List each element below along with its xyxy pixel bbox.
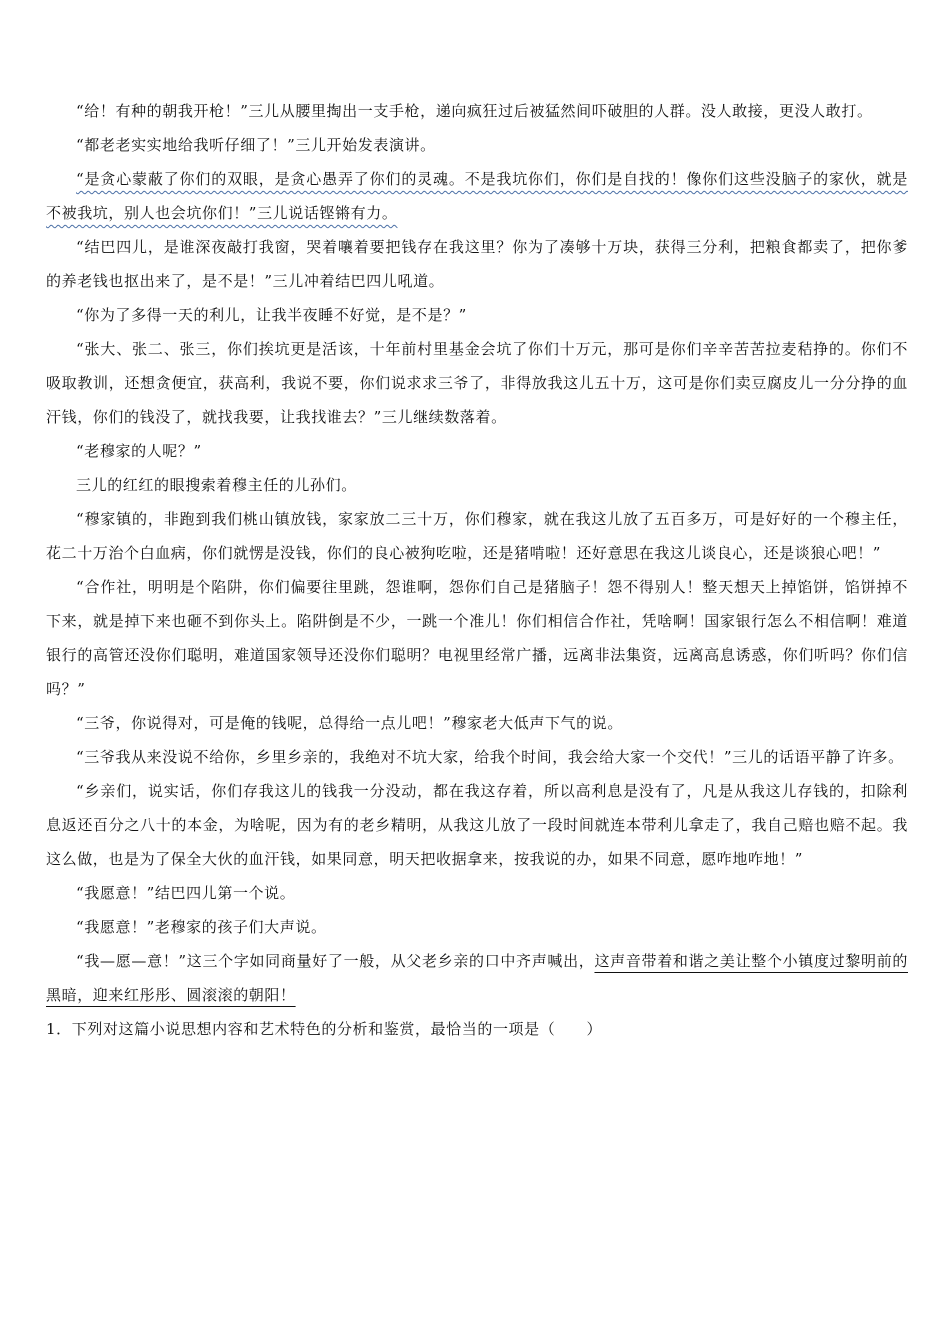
paragraph-15: “我愿意！”老穆家的孩子们大声说。 xyxy=(76,918,327,936)
paragraph-1: “给！有种的朝我开枪！”三儿从腰里掏出一支手枪，递向疯狂过后被猛然间吓破胆的人群。没人敢接，更没人敢打。 xyxy=(76,102,873,120)
paragraph-16 xyxy=(46,944,908,1012)
paragraph-12: “三爷我从来没说不给你，乡里乡亲的，我绝对不坑大家，给我个时间，我会给大家一个交代！”三儿的话语平静了许多。 xyxy=(76,748,904,766)
paragraph-9: “穆家镇的，非跑到我们桃山镇放钱，家家放二三十万，你们穆家，就在我这儿放了五百多万，可是好好的一个穆主任，花二十万治个白血病，你们就愣是没钱，你们的良心被狗吃啦，还是猪啃啦！还好意思在我这儿谈良心，还是谈狼心吧！” xyxy=(46,510,908,562)
question-1: 1．下列对这篇小说思想内容和艺术特色的分析和鉴赏，最恰当的一项是（ ） xyxy=(46,1020,603,1038)
paragraph-8: 三儿的红红的眼搜索着穆主任的儿孙们。 xyxy=(76,476,357,494)
paragraph-3-wavy-underlined xyxy=(46,162,908,230)
paragraph-13: “乡亲们，说实话，你们存我这儿的钱我一分没动，都在我这存着，所以高利息是没有了，凡是从我这儿存钱的，扣除利息返还百分之八十的本金，为啥呢，因为有的老乡精明，从我这儿放了一段时间就连本带利儿拿走了，我自己赔也赔不起。我这么做，也是为了保全大伙的血汗钱，如果同意，明天把收据拿来，按我说的办，如果不同意，愿咋地咋地！” xyxy=(46,782,908,868)
paragraph-7: “老穆家的人呢？” xyxy=(76,442,202,460)
underlined-text: 这声音带着和谐之美让整个小镇度过黎明前的黑暗，迎来红彤彤、圆滚滚的朝阳！ xyxy=(46,952,908,1004)
wavy-underlined-text: “是贪心蒙蔽了你们的双眼，是贪心愚弄了你们的灵魂。不是我坑你们，你们是自找的！像你们这些没脑子的家伙，就是不被我坑，别人也会坑你们！”三儿说话铿锵有力。 xyxy=(46,170,908,222)
paragraph-2: “都老老实实地给我听仔细了！”三儿开始发表演讲。 xyxy=(76,136,436,154)
paragraph-6: “张大、张二、张三，你们挨坑更是活该，十年前村里基金会坑了你们十万元，那可是你们辛辛苦苦拉麦秸挣的。你们不吸取教训，还想贪便宜，获高利，我说不要，你们说求求三爷了，非得放我这儿五十万，这可是你们卖豆腐皮儿一分分挣的血汗钱，你们的钱没了，就找我要，让我找谁去？”三儿继续数落着。 xyxy=(46,340,908,426)
paragraph-4: “结巴四儿，是谁深夜敲打我窗，哭着嚷着要把钱存在我这里？你为了凑够十万块，获得三分利，把粮食都卖了，把你爹的养老钱也抠出来了，是不是！”三儿冲着结巴四儿吼道。 xyxy=(46,238,908,290)
paragraph-11: “三爷，你说得对，可是俺的钱呢，总得给一点儿吧！”穆家老大低声下气的说。 xyxy=(76,714,623,732)
paragraph-10: “合作社，明明是个陷阱，你们偏要往里跳，怨谁啊，怨你们自己是猪脑子！怨不得别人！整天想天上掉馅饼，馅饼掉不下来，就是掉下来也砸不到你头上。陷阱倒是不少，一跳一个准儿！你们相信合作社，凭啥啊！国家银行怎么不相信啊！难道银行的高管还没你们聪明，难道国家领导还没你们聪明？电视里经常广播，远离非法集资，远离高息诱惑，你们听吗？你们信吗？” xyxy=(46,578,908,698)
passage xyxy=(46,94,908,1046)
paragraph-14: “我愿意！”结巴四儿第一个说。 xyxy=(76,884,296,902)
paragraph-5: “你为了多得一天的利儿，让我半夜睡不好觉，是不是？” xyxy=(76,306,467,324)
paragraph-16-lead: “我—愿—意！”这三个字如同商量好了一般，从父老乡亲的口中齐声喊出， xyxy=(76,952,595,970)
